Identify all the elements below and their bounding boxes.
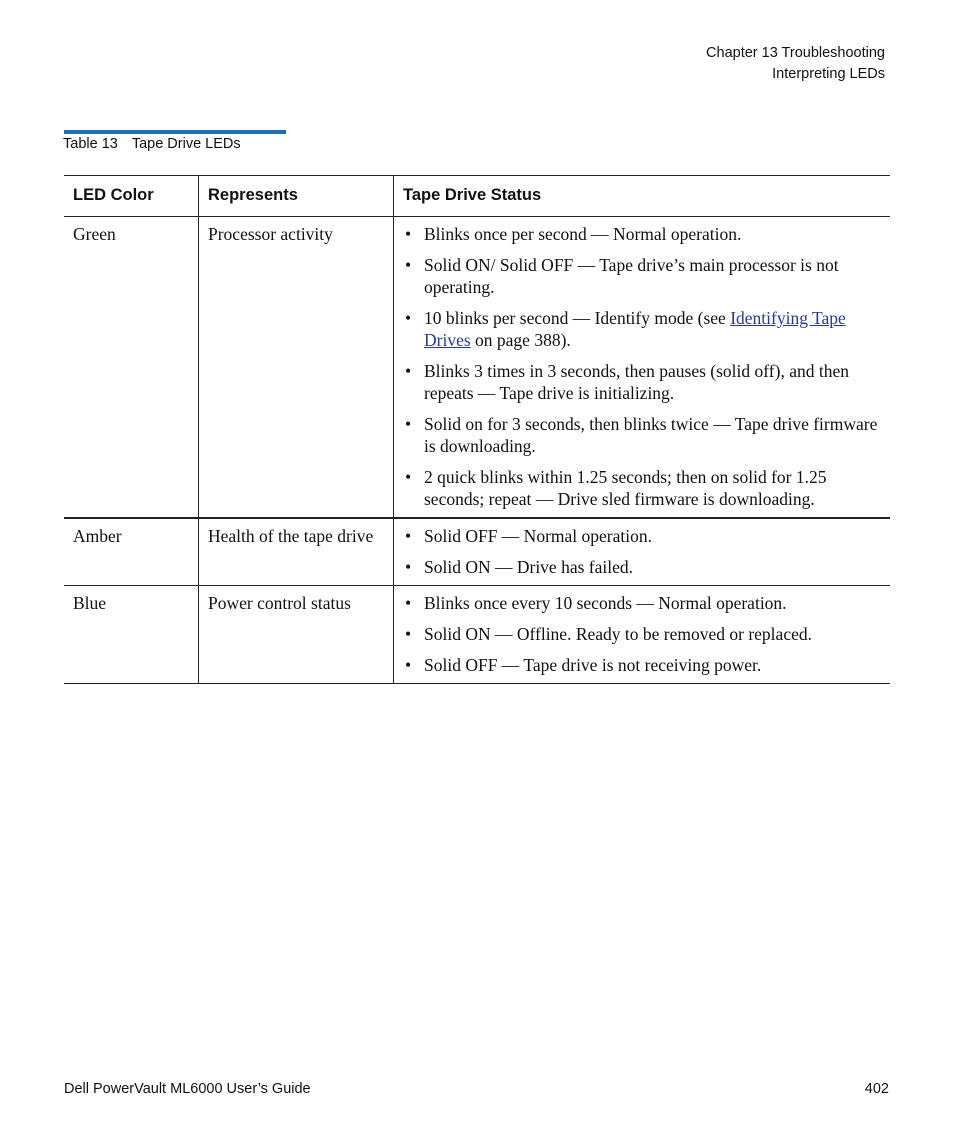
bullet: • (405, 414, 412, 434)
status-item (403, 654, 881, 676)
status-item (403, 223, 881, 245)
bullet: • (405, 526, 412, 546)
bullet: • (405, 361, 412, 381)
status-text: Blinks once every 10 seconds — Normal operation. (424, 593, 787, 613)
led-color-cell: Blue (64, 586, 199, 684)
status-cell (394, 518, 891, 586)
tape-drive-leds-table (64, 175, 890, 684)
column-header-represents: Represents (199, 176, 394, 217)
status-list (403, 592, 881, 676)
table-caption-accent-bar (64, 130, 286, 134)
represents-cell: Health of the tape drive (199, 518, 394, 586)
status-item (403, 592, 881, 614)
status-text: Solid OFF — Tape drive is not receiving power. (424, 655, 762, 675)
represents-cell: Processor activity (199, 217, 394, 519)
status-text: Blinks once per second — Normal operation. (424, 224, 742, 244)
bullet: • (405, 467, 412, 487)
status-text: 2 quick blinks within 1.25 seconds; then on solid for 1.25 seconds; repeat — Drive sled firmware is downloading. (424, 467, 827, 509)
footer-guide-title: Dell PowerVault ML6000 User’s Guide (64, 1081, 311, 1097)
table-row-green (64, 217, 890, 519)
status-cell (394, 217, 891, 519)
bullet: • (405, 593, 412, 613)
status-item (403, 254, 881, 298)
column-header-tape-drive-status: Tape Drive Status (394, 176, 891, 217)
bullet: • (405, 655, 412, 675)
led-color-cell: Amber (64, 518, 199, 586)
table-row-blue (64, 586, 890, 684)
bullet: • (405, 624, 412, 644)
bullet: • (405, 255, 412, 275)
footer-page-number: 402 (864, 1081, 889, 1097)
column-header-led-color: LED Color (64, 176, 199, 217)
header-chapter: Chapter 13 Troubleshooting (706, 45, 885, 61)
status-text: Solid ON/ Solid OFF — Tape drive’s main processor is not operating. (424, 255, 839, 297)
represents-cell: Power control status (199, 586, 394, 684)
status-text: Blinks 3 times in 3 seconds, then pauses (solid off), and then repeats — Tape drive is initializing. (424, 361, 849, 403)
status-list (403, 525, 881, 578)
bullet: • (405, 308, 412, 328)
status-text: on page 388). (470, 330, 571, 350)
status-text: 10 blinks per second — Identify mode (see (424, 308, 731, 328)
status-item (403, 525, 881, 547)
table-caption-title: Tape Drive LEDs (131, 136, 241, 152)
identifying-tape-drives-link[interactable]: Identifying Tape Drives (424, 308, 846, 350)
status-item (403, 556, 881, 578)
header-section: Interpreting LEDs (772, 66, 885, 82)
status-text: Solid OFF — Normal operation. (424, 526, 652, 546)
status-text: Solid ON — Offline. Ready to be removed or replaced. (424, 624, 812, 644)
running-header (706, 43, 885, 85)
table-caption (63, 136, 241, 152)
led-color-cell: Green (64, 217, 199, 519)
status-item (403, 413, 881, 457)
table-header-row (64, 176, 890, 217)
table-row-amber (64, 518, 890, 586)
status-cell (394, 586, 891, 684)
status-text: Solid ON — Drive has failed. (424, 557, 633, 577)
bullet: • (405, 557, 412, 577)
status-item (403, 623, 881, 645)
status-list (403, 223, 881, 510)
status-text: Solid on for 3 seconds, then blinks twice — Tape drive firmware is downloading. (424, 414, 878, 456)
status-item (403, 360, 881, 404)
status-item (403, 466, 881, 510)
table-caption-number: Table 13 (63, 136, 118, 152)
bullet: • (405, 224, 412, 244)
status-item (403, 307, 881, 351)
